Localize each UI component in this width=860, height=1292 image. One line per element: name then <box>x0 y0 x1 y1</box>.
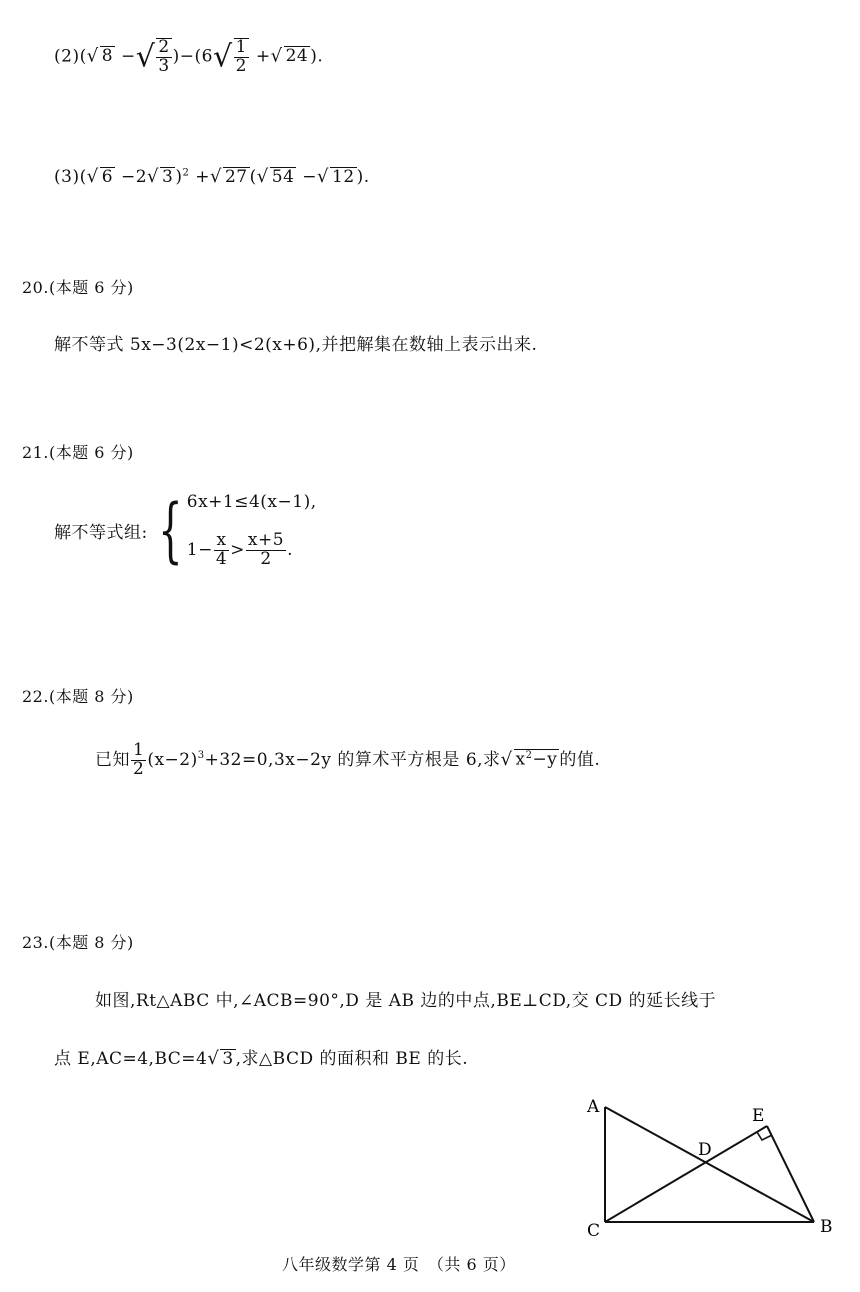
q21-header: 21.(本题 6 分) <box>22 443 134 462</box>
segment-ce <box>605 1126 767 1222</box>
point-b-label: B <box>820 1217 833 1237</box>
segment-ab <box>605 1107 814 1222</box>
q19-part3: (3)(√ 6 −2√ 3 )$^2$ +√ 27 (√ 54 −√ 12 ). <box>54 166 370 187</box>
q21-system: 解不等式组: { 6x+1≤4(x−1), 1− $\frac{x}{4}$ > $\frac{x+5}{2}$ . <box>54 489 317 572</box>
q21-line2: 1− $\frac{x}{4}$ > $\frac{x+5}{2}$ . <box>186 530 293 569</box>
q20-body: 解不等式 5x−3(2x−1)<2(x+6),并把解集在数轴上表示出来. <box>54 335 538 355</box>
point-e-label: E <box>752 1106 765 1126</box>
page-footer: 八年级数学第 4 页 （共 6 页） <box>282 1255 516 1274</box>
q21-line1: 6x+1≤4(x−1), <box>186 492 317 512</box>
point-c-label: C <box>587 1221 601 1241</box>
q22-header: 22.(本题 8 分) <box>22 687 134 706</box>
point-d-label: D <box>698 1140 712 1160</box>
left-brace-icon: { <box>157 489 183 572</box>
q20-header: 20.(本题 6 分) <box>22 278 134 297</box>
point-a-label: A <box>587 1097 600 1117</box>
q23-line2: 点 E,AC=4,BC=4√ 3 ,求△BCD 的面积和 BE 的长. <box>54 1048 469 1069</box>
segment-eb <box>767 1126 814 1222</box>
q22-body: 已知 $\frac{1}{2}$ $(x-2)^3+32=0,3x-2y$ 的算术平方根是 6,求√ $x^2-y$ 的值. <box>95 740 601 779</box>
q23-line1: 如图,Rt△ABC 中,∠ACB=90°,D 是 AB 边的中点,BE⊥CD,交 CD 的延长线于 <box>95 991 717 1011</box>
q19-part2: (2)(√ 8 −√ $\frac{2}{3}$ )−(6√ $\frac{1}{2}$ +√ 24 ). <box>54 37 324 76</box>
q23-header: 23.(本题 8 分) <box>22 933 134 952</box>
